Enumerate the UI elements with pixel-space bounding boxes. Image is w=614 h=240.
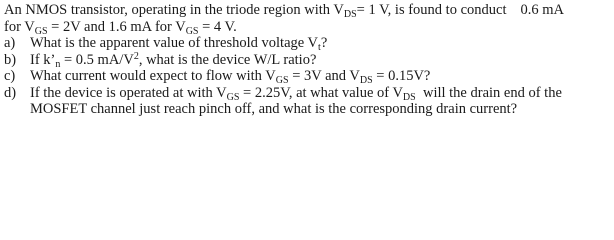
question-marker: c) xyxy=(4,68,16,84)
intro-line-1 xyxy=(4,2,610,19)
intro-text: = 1 V, is found to conduct xyxy=(356,2,507,18)
question-text xyxy=(30,85,562,102)
question-marker: d) xyxy=(4,84,17,101)
intro-text: for V xyxy=(4,18,35,35)
question-marker: b) xyxy=(4,51,17,68)
text-run: = 0.5 mA/V xyxy=(60,51,134,68)
subscript: GS xyxy=(275,75,289,86)
question-text xyxy=(30,52,316,69)
text-run: What current would expect to flow with V xyxy=(30,68,276,84)
superscript: 2 xyxy=(133,50,139,62)
text-run: will the drain end of the xyxy=(415,84,562,101)
text-run: What is the apparent value of threshold voltage V xyxy=(30,35,319,51)
question-text xyxy=(30,68,430,85)
subscript: DS xyxy=(343,9,357,20)
text-run: = 0.15V? xyxy=(372,68,431,84)
text-run: ? xyxy=(320,35,328,51)
intro-value: 0.6 mA xyxy=(520,2,564,18)
question-marker: a) xyxy=(4,35,16,51)
question-c xyxy=(4,68,610,85)
subscript: t xyxy=(318,42,321,53)
subscript: n xyxy=(55,58,61,70)
text-run: = 2.25V, at what value of V xyxy=(239,84,403,101)
problem-text xyxy=(4,2,610,118)
intro-text: An NMOS transistor, operating in the triode region with V xyxy=(4,2,344,18)
question-d xyxy=(4,85,610,102)
subscript: DS xyxy=(402,91,416,103)
question-text xyxy=(30,35,327,52)
question-d-continuation: MOSFET channel just reach pinch off, and what is the corresponding drain current? xyxy=(30,101,518,117)
intro-text: = 4 V. xyxy=(198,18,237,35)
subscript: GS xyxy=(185,25,199,37)
question-b xyxy=(4,52,610,69)
intro-line-2 xyxy=(4,19,610,36)
subscript: GS xyxy=(226,91,240,103)
text-run: If k’ xyxy=(30,51,56,68)
subscript: GS xyxy=(34,25,48,37)
text-run: If the device is operated at with V xyxy=(30,84,227,101)
intro-text: = 2V and 1.6 mA for V xyxy=(47,18,186,35)
subscript: DS xyxy=(359,75,373,86)
text-run: , what is the device W/L ratio? xyxy=(138,51,317,68)
question-a xyxy=(4,35,610,52)
text-run: = 3V and V xyxy=(288,68,360,84)
